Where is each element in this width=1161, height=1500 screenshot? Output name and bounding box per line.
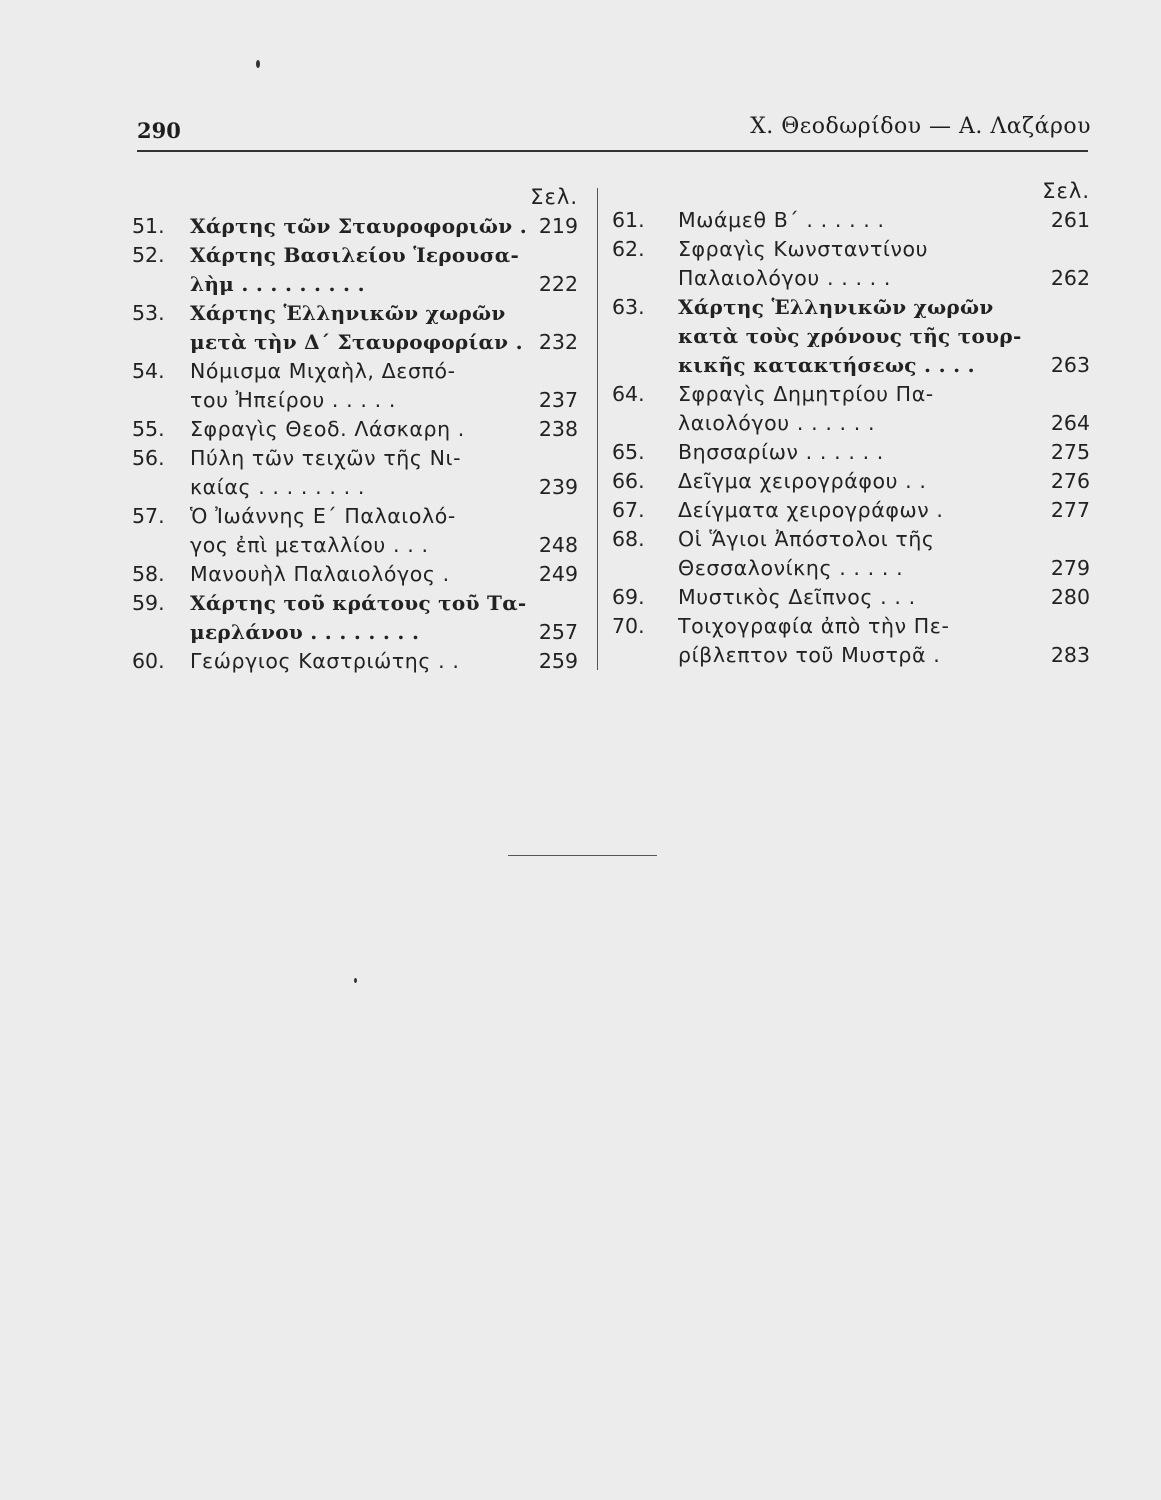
entry-number: 68. xyxy=(612,527,645,551)
entry-title: Χάρτης Ἑλληνικῶν χωρῶν xyxy=(190,301,506,325)
figure-entry xyxy=(612,235,1092,293)
entry-title: καίας . . . . . . . . xyxy=(190,475,365,499)
entry-number: 55. xyxy=(132,417,165,441)
figure-entry xyxy=(612,467,1092,496)
entry-number: 58. xyxy=(132,562,165,586)
entry-title: του Ἠπείρου . . . . . xyxy=(190,388,396,412)
figure-entry xyxy=(132,241,580,299)
figure-entry xyxy=(612,206,1092,235)
entry-number: 56. xyxy=(132,446,165,470)
end-rule xyxy=(508,855,657,856)
entry-page-number: 259 xyxy=(538,649,578,673)
entry-line xyxy=(132,415,580,444)
entry-line xyxy=(132,531,580,560)
entry-line xyxy=(132,618,580,647)
entry-title: Ὁ Ἰωάννης Ε΄ Παλαιολό- xyxy=(190,504,456,528)
entry-number: 65. xyxy=(612,440,645,464)
entry-title: Σφραγὶς Θεοδ. Λάσκαρη . xyxy=(190,417,465,441)
entry-page-number: 248 xyxy=(538,533,578,557)
figure-entry xyxy=(132,212,580,241)
entry-line xyxy=(132,560,580,589)
entry-line xyxy=(612,380,1092,409)
right-entry-list xyxy=(612,206,1092,670)
entry-line xyxy=(612,641,1092,670)
entry-title: λὴμ . . . . . . . . . xyxy=(190,272,365,296)
entry-page-number: 219 xyxy=(538,214,578,238)
entry-title: Τοιχογραφία ἀπὸ τὴν Πε- xyxy=(678,614,950,638)
column-divider xyxy=(597,188,598,670)
entry-page-number: 275 xyxy=(1050,440,1090,464)
entry-page-number: 263 xyxy=(1050,353,1090,377)
entry-title: μερλάνου . . . . . . . . xyxy=(190,620,420,644)
entry-number: 54. xyxy=(132,359,165,383)
header-rule xyxy=(137,150,1088,152)
figure-entry xyxy=(612,438,1092,467)
entry-number: 70. xyxy=(612,614,645,638)
entry-title: Θεσσαλονίκης . . . . . xyxy=(678,556,904,580)
entry-page-number: 264 xyxy=(1050,411,1090,435)
entry-title: Σφραγὶς Κωνσταντίνου xyxy=(678,237,929,261)
entry-page-number: 257 xyxy=(538,620,578,644)
page-column-label: Σελ. xyxy=(530,185,578,209)
entry-title: Οἱ Ἅγιοι Ἀπόστολοι τῆς xyxy=(678,527,935,551)
entry-line xyxy=(132,270,580,299)
entry-page-number: 283 xyxy=(1050,643,1090,667)
entry-line xyxy=(612,351,1092,380)
figure-entry xyxy=(132,357,580,415)
entry-title: κικῆς κατακτήσεως . . . . xyxy=(678,353,975,377)
entry-title: Χάρτης τοῦ κράτους τοῦ Τα- xyxy=(190,591,527,615)
figure-entry xyxy=(612,612,1092,670)
entry-line xyxy=(612,293,1092,322)
entry-title: Βησσαρίων . . . . . . xyxy=(678,440,884,464)
entry-page-number: 239 xyxy=(538,475,578,499)
entry-page-number: 262 xyxy=(1050,266,1090,290)
entry-number: 52. xyxy=(132,243,165,267)
entry-title: Δεῖγμα χειρογράφου . . xyxy=(678,469,927,493)
entry-page-number: 261 xyxy=(1050,208,1090,232)
entry-title: Χάρτης τῶν Σταυροφοριῶν . xyxy=(190,214,527,238)
entry-number: 61. xyxy=(612,208,645,232)
entry-line xyxy=(612,525,1092,554)
entry-line xyxy=(132,473,580,502)
entry-title: Χάρτης Ἑλληνικῶν χωρῶν xyxy=(678,295,994,319)
entry-number: 64. xyxy=(612,382,645,406)
entry-title: Νόμισμα Μιχαὴλ, Δεσπό- xyxy=(190,359,456,383)
entry-line xyxy=(612,583,1092,612)
entry-title: λαιολόγου . . . . . . xyxy=(678,411,876,435)
entry-title: Παλαιολόγου . . . . . xyxy=(678,266,892,290)
figure-entry xyxy=(612,293,1092,380)
right-column xyxy=(612,176,1092,670)
figure-entry xyxy=(132,299,580,357)
entry-line xyxy=(132,357,580,386)
entry-line xyxy=(132,328,580,357)
entry-line xyxy=(132,241,580,270)
running-header-authors: Χ. Θεοδωρίδου — Α. Λαζάρου xyxy=(750,114,1091,139)
entry-page-number: 249 xyxy=(538,562,578,586)
entry-number: 69. xyxy=(612,585,645,609)
entry-line xyxy=(132,647,580,676)
entry-title: Μυστικὸς Δεῖπνος . . . xyxy=(678,585,916,609)
entry-page-number: 277 xyxy=(1050,498,1090,522)
figure-entry xyxy=(132,589,580,647)
entry-number: 62. xyxy=(612,237,645,261)
entry-line xyxy=(612,496,1092,525)
entry-line xyxy=(132,444,580,473)
entry-line xyxy=(132,589,580,618)
entry-line xyxy=(612,264,1092,293)
entry-title: ρίβλεπτον τοῦ Μυστρᾶ . xyxy=(678,643,941,667)
entry-line xyxy=(132,212,580,241)
entry-title: Γεώργιος Καστριώτης . . xyxy=(190,649,460,673)
entry-line xyxy=(612,612,1092,641)
entry-title: Μανουὴλ Παλαιολόγος . xyxy=(190,562,450,586)
entry-number: 53. xyxy=(132,301,165,325)
entry-title: γος ἐπὶ μεταλλίου . . . xyxy=(190,533,429,557)
entry-line xyxy=(612,554,1092,583)
entry-line xyxy=(132,299,580,328)
figure-entry xyxy=(132,502,580,560)
entry-number: 66. xyxy=(612,469,645,493)
figure-entry xyxy=(612,380,1092,438)
entry-line xyxy=(612,235,1092,264)
figure-entry xyxy=(132,444,580,502)
page-column-label: Σελ. xyxy=(1042,179,1090,203)
entry-title: Πύλη τῶν τειχῶν τῆς Νι- xyxy=(190,446,462,470)
entry-title: Μωάμεθ Β΄ . . . . . . xyxy=(678,208,885,232)
figure-entry xyxy=(612,583,1092,612)
entry-page-number: 280 xyxy=(1050,585,1090,609)
entry-page-number: 276 xyxy=(1050,469,1090,493)
entry-line xyxy=(612,467,1092,496)
entry-line xyxy=(132,502,580,531)
entry-line xyxy=(132,386,580,415)
entry-line xyxy=(612,409,1092,438)
entry-page-number: 279 xyxy=(1050,556,1090,580)
page-number: 290 xyxy=(137,118,181,143)
figure-entry xyxy=(612,525,1092,583)
entry-number: 59. xyxy=(132,591,165,615)
entry-number: 57. xyxy=(132,504,165,528)
left-entry-list xyxy=(132,212,580,676)
figure-entry xyxy=(132,647,580,676)
entry-page-number: 222 xyxy=(538,272,578,296)
ink-speck xyxy=(354,978,357,983)
figure-entry xyxy=(132,560,580,589)
entry-title: Χάρτης Βασιλείου Ἱερουσα- xyxy=(190,243,520,267)
entry-line xyxy=(612,322,1092,351)
left-column xyxy=(132,182,580,676)
entry-page-number: 237 xyxy=(538,388,578,412)
entry-number: 51. xyxy=(132,214,165,238)
figure-entry xyxy=(612,496,1092,525)
entry-title: κατὰ τοὺς χρόνους τῆς τουρ- xyxy=(678,324,1022,348)
entry-title: μετὰ τὴν Δ΄ Σταυροφορίαν . xyxy=(190,330,523,354)
entry-line xyxy=(612,206,1092,235)
figure-entry xyxy=(132,415,580,444)
ink-speck xyxy=(256,60,260,68)
entry-page-number: 232 xyxy=(538,330,578,354)
entry-title: Δείγματα χειρογράφων . xyxy=(678,498,944,522)
entry-number: 60. xyxy=(132,649,165,673)
entry-title: Σφραγὶς Δημητρίου Πα- xyxy=(678,382,934,406)
entry-number: 63. xyxy=(612,295,645,319)
entry-page-number: 238 xyxy=(538,417,578,441)
entry-number: 67. xyxy=(612,498,645,522)
entry-line xyxy=(612,438,1092,467)
